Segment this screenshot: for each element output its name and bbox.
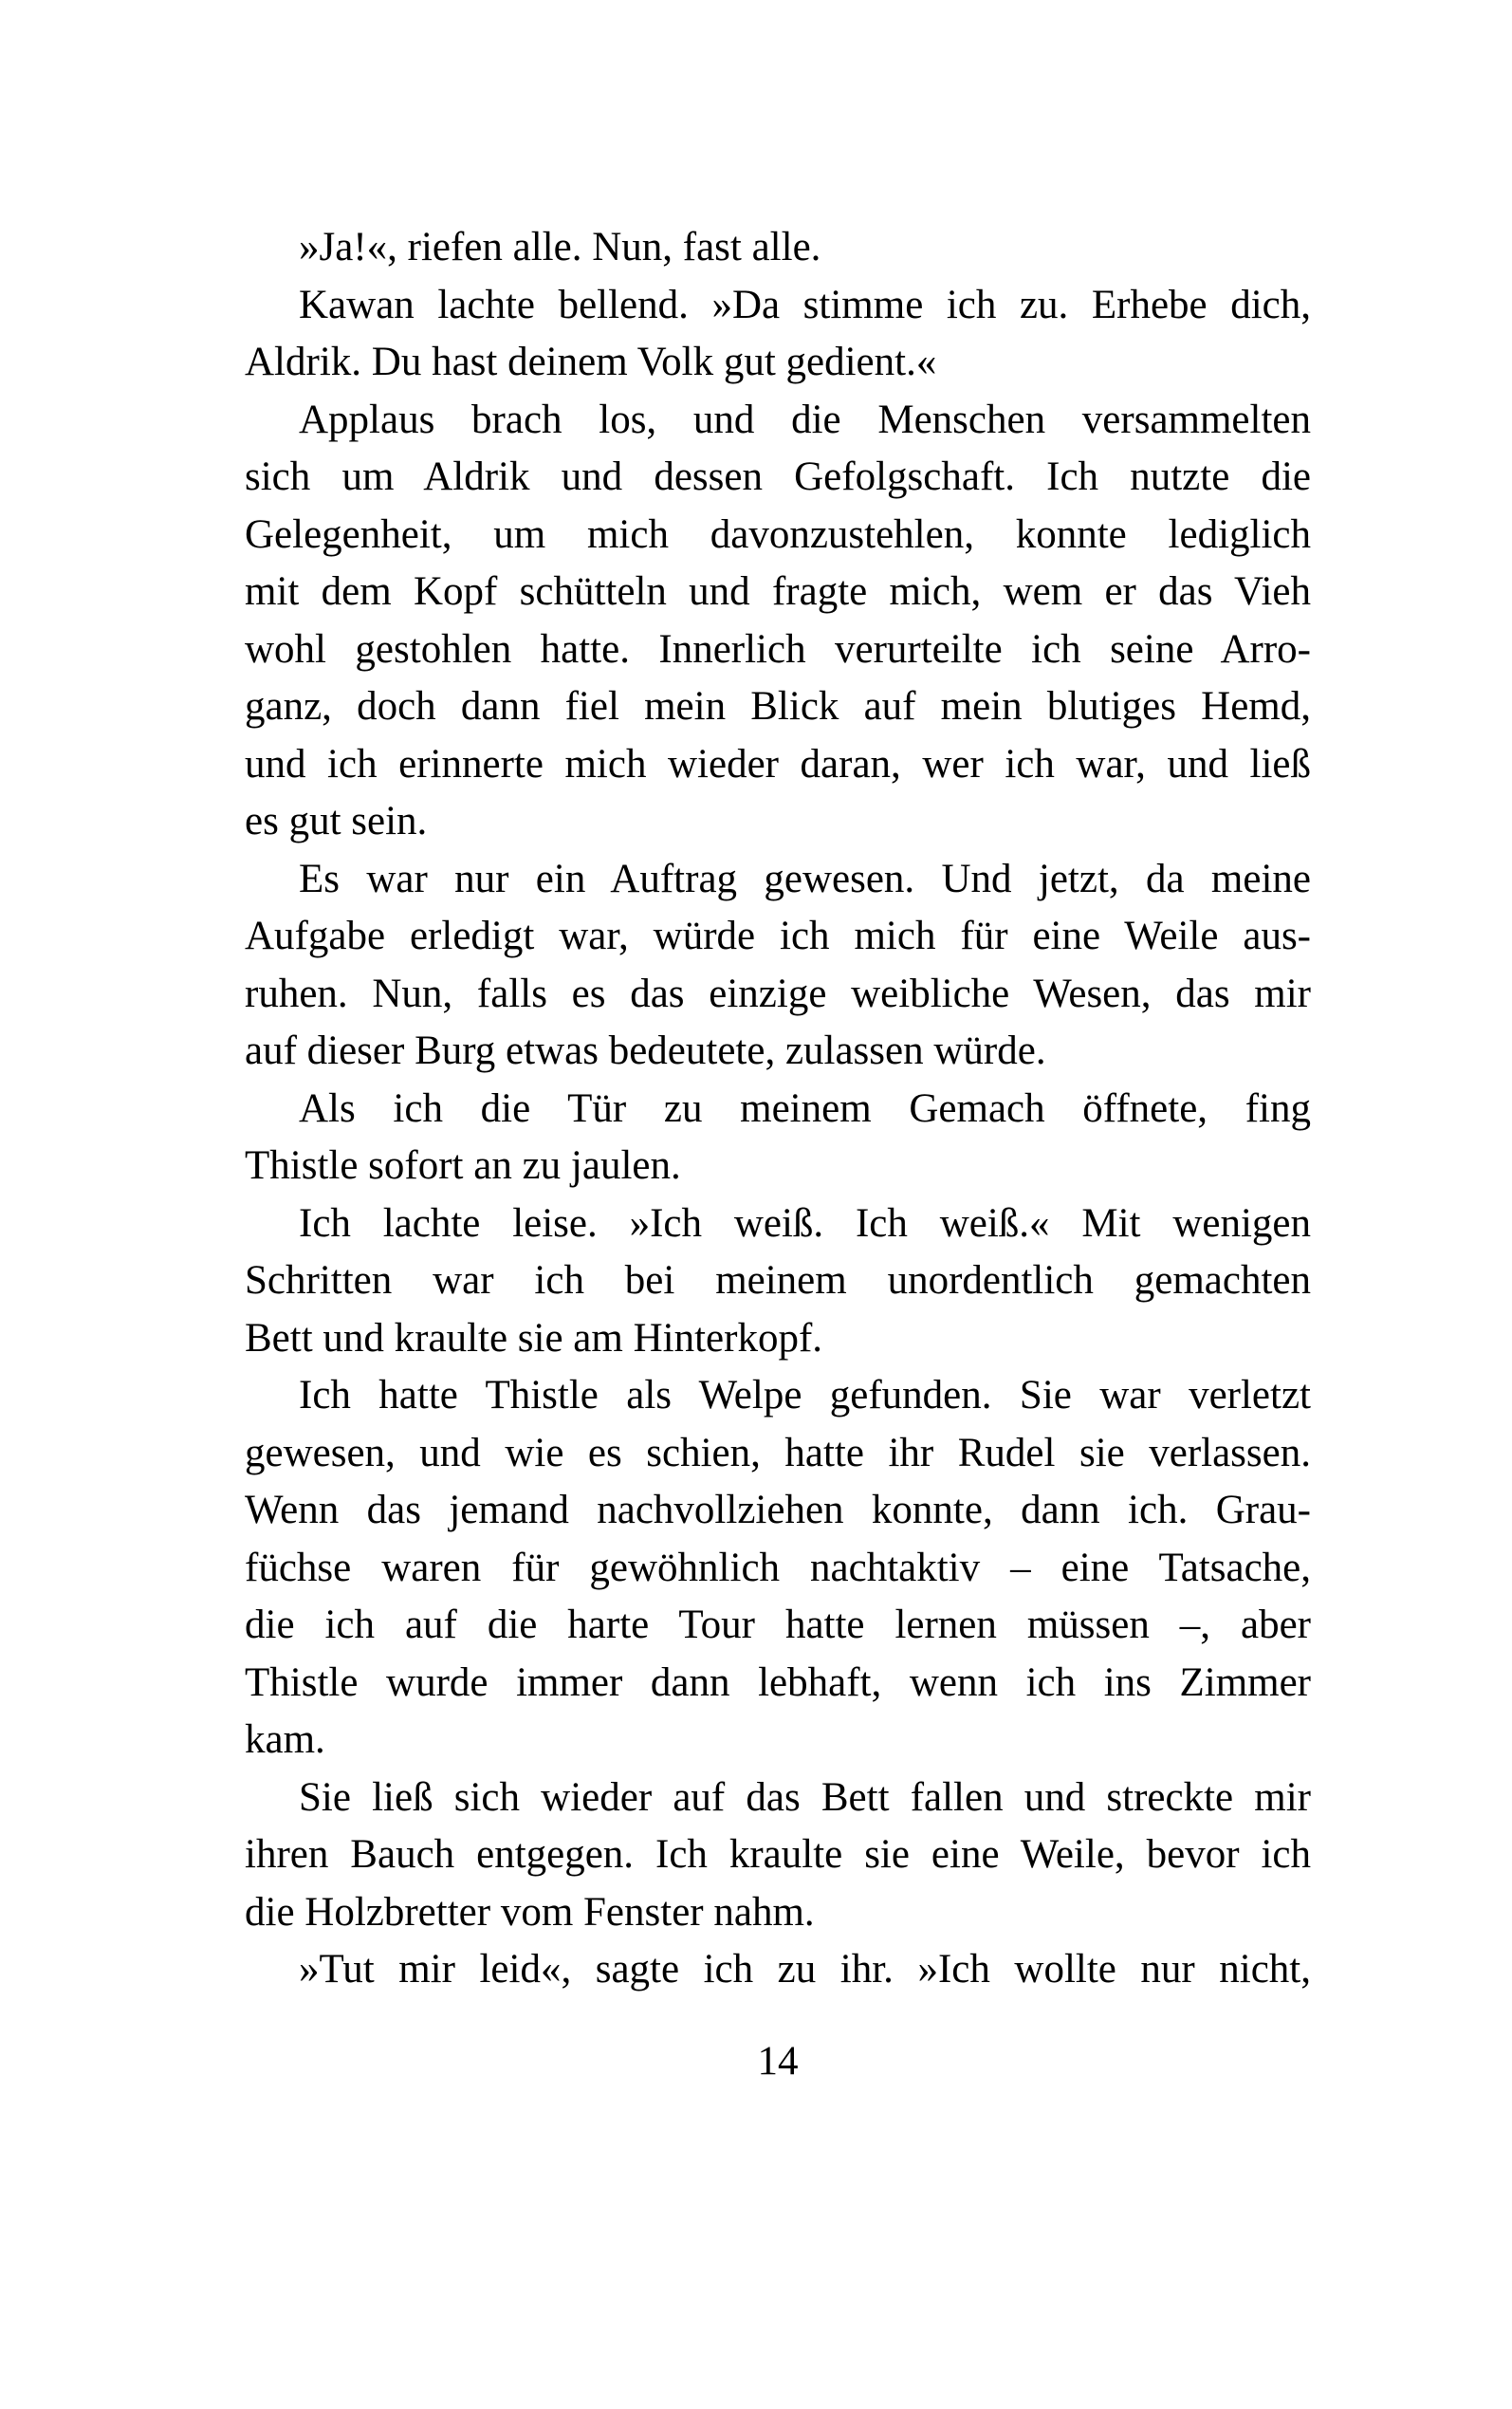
text-line: kam. [245,1717,325,1762]
text-line: die Holzbretter vom Fenster nahm. [245,1889,815,1935]
text-line: Aldrik. Du hast deinem Volk gut gedient.« [245,340,937,384]
text-line: sich um Aldrik und dessen Gefolgschaft. Ich nutzte die [245,454,1311,499]
text-line: Aufgabe erledigt war, würde ich mich für eine Weile aus- [245,914,1311,958]
text-line: und ich erinnerte mich wieder daran, wer ich war, und ließ [245,741,1311,787]
text-line: Applaus brach los, und die Menschen versammelten [299,397,1311,442]
text-line: füchse waren für gewöhnlich nachtaktiv – eine Tatsache, [245,1545,1311,1590]
text-line: Sie ließ sich wieder auf das Bett fallen und streckte mir [299,1774,1311,1820]
text-line: Thistle sofort an zu jaulen. [245,1143,681,1188]
text-line: Es war nur ein Auftrag gewesen. Und jetzt, da meine [299,856,1311,901]
text-line: Wenn das jemand nachvollziehen konnte, dann ich. Grau- [245,1488,1311,1532]
text-line: Ich hatte Thistle als Welpe gefunden. Sie war verletzt [299,1373,1311,1418]
text-line: Schritten war ich bei meinem unordentlich gemachten [245,1258,1311,1303]
text-line: Bett und kraulte sie am Hinterkopf. [245,1315,823,1361]
text-line: Gelegenheit, um mich davonzustehlen, konnte lediglich [245,511,1311,557]
text-line: Kawan lachte bellend. »Da stimme ich zu. Erhebe dich, [299,282,1311,327]
text-line: Als ich die Tür zu meinem Gemach öffnete, fing [299,1085,1311,1131]
text-block [245,219,1311,2090]
text-line: »Ja!«, riefen alle. Nun, fast alle. [299,225,821,269]
text-line: es gut sein. [245,799,428,843]
text-line: mit dem Kopf schütteln und fragte mich, wem er das Vieh [245,569,1311,614]
text-line: Thistle wurde immer dann lebhaft, wenn ich ins Zimmer [245,1659,1311,1705]
text-line: die ich auf die harte Tour hatte lernen müssen –, aber [245,1603,1311,1647]
text-line: wohl gestohlen hatte. Innerlich verurteilte ich seine Arro- [245,626,1311,672]
text-line: ruhen. Nun, falls es das einzige weibliche Wesen, das mir [245,971,1311,1016]
text-line: Ich lachte leise. »Ich weiß. Ich weiß.« Mit wenigen [299,1200,1311,1246]
text-line: auf dieser Burg etwas bedeutete, zulassen würde. [245,1028,1046,1073]
text-line: ihren Bauch entgegen. Ich kraulte sie eine Weile, bevor ich [245,1832,1311,1877]
page-number: 14 [757,2038,799,2084]
text-line: gewesen, und wie es schien, hatte ihr Rudel sie verlassen. [245,1430,1311,1475]
text-line: ganz, doch dann fiel mein Blick auf mein blutiges Hemd, [245,684,1311,729]
text-line: »Tut mir leid«, sagte ich zu ihr. »Ich wollte nur nicht, [299,1947,1311,1992]
